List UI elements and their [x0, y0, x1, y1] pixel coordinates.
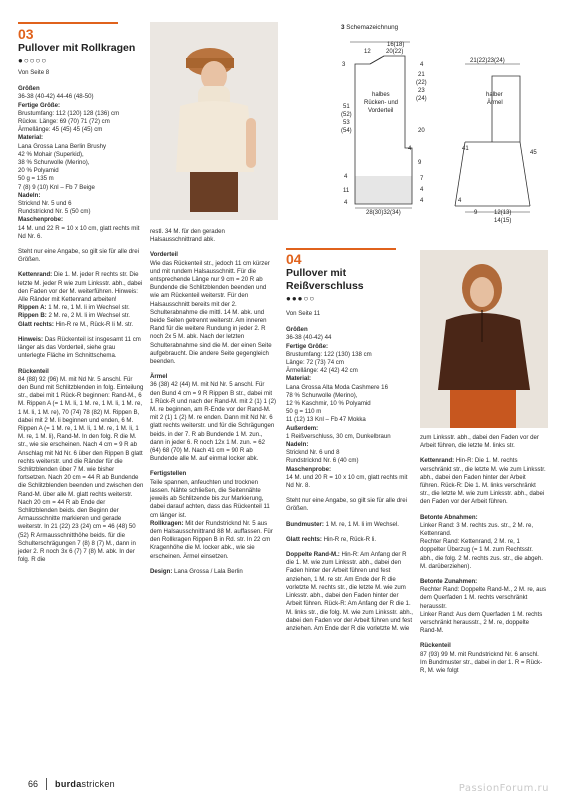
heading: Material: [286, 375, 312, 383]
text: Brustumfang: 122 (130) 138 cm Länge: 72 (73) 74 cm Ärmellänge: 42 (42) 42 cm [286, 350, 372, 375]
text: Brustumfang: 112 (120) 128 (136) cm Rückw. Länge: 69 (70) 71 (72) cm Ärmellänge: 45 (45) 45 (45) cm [18, 109, 120, 134]
text: 36-38 (40-42) 44-46 (48-50) [18, 93, 94, 101]
heading: Kettenrand: [18, 271, 53, 279]
heading: Maschenprobe: [286, 465, 332, 473]
schema-label: 23 [418, 88, 425, 94]
paragraph [150, 373, 276, 463]
schema-label: (22) [416, 80, 427, 86]
knitting-schematic [330, 36, 545, 226]
heading: Fertigstellen [150, 470, 187, 478]
schema-label: 12 [364, 49, 371, 55]
text: Lana Grossa / Lala Berlin [172, 567, 243, 575]
paragraph [420, 642, 546, 675]
pattern-title-line1: Pullover mit [286, 267, 347, 279]
pattern-title-line2: Reißverschluss [286, 280, 364, 292]
sizes-block [286, 326, 414, 490]
heading: Glatt rechts: [286, 535, 322, 543]
column-3 [286, 252, 414, 640]
text: Lana Grossa Alta Moda Cashmere 16 78 % Schurwolle (Merino), 12 % Kaschmir, 10 % Polyamid 50 g = 110 m 11 (12) 13 Knl – Fb 47 Mokka [286, 383, 388, 424]
paragraph: Steht nur eine Angabe, so gilt sie für alle drei Größen. [286, 497, 407, 513]
paragraph: restl. 34 M. für den geraden Halsausschnittrand abk. [150, 228, 225, 244]
schema-label: halbes [372, 92, 390, 98]
schema-label: 51 [343, 104, 350, 110]
schema-label: 53 [343, 120, 350, 126]
schema-title [341, 24, 398, 31]
brand-name: burda [55, 779, 82, 789]
text: Lana Grossa Lana Berlin Brushy 42 % Mohair (Superkid), 38 % Schurwolle (Merino), 20 % Polyamid 50 g = 135 m 7 (8) 9 (10) Knl – Fb 7 Beige [18, 142, 107, 191]
watermark: PassionForum.ru [458, 783, 549, 794]
schema-label: 4 [458, 198, 462, 204]
page-number: 66 [28, 779, 39, 789]
text: Hin-R re M., Rück-R li M. str. [53, 320, 134, 328]
text: 1 Reißverschluss, 30 cm, Dunkelbraun [286, 432, 391, 440]
schema-label: (54) [341, 128, 352, 134]
schema-label: 41 [462, 146, 469, 152]
paragraph [18, 336, 144, 361]
heading: Rippen B: [18, 312, 47, 320]
page-reference: Von Seite 11 [286, 310, 321, 317]
heading: Betonte Zunahmen: [420, 578, 478, 586]
text: Rechter Rand: Doppelte Rand-M., 2 M. re, aus dem Querfaden 1 M. rechts verschränkt herausstr. Linker Rand: Aus dem Querfaden 1 M. rechts verschränkt herausstr., 2 M. re, doppelte Rand-M. [420, 586, 546, 635]
heading: Rippen A: [18, 304, 47, 312]
page-footer [28, 778, 115, 790]
sizes-block [18, 85, 144, 241]
schema-label: 21(22)23(24) [470, 58, 505, 64]
schema-label: halber [486, 92, 503, 98]
schema-label: Rücken- und [364, 100, 399, 106]
heading: Außerdem: [286, 424, 319, 432]
text: 1 M. re, 1 M. li im Wechsel. [323, 520, 399, 528]
section-rule [18, 22, 118, 24]
text: Stricknd Nr. 5 und 6 Rundstricknd Nr. 5 (50 cm) [18, 200, 91, 216]
text: 14 M. und 20 R = 10 x 10 cm, glatt rechts mit Nd Nr. 8. [286, 473, 408, 490]
heading: Maschenprobe: [18, 216, 64, 224]
schema-label: 4 [420, 187, 424, 193]
schema-label: 12(13) [494, 210, 512, 216]
text: Teile spannen, anfeuchten und trocknen lassen. Nähte schließen, die Seitennähte jeweils ab Schlitzende bis zur Markierung, dabei darauf achten, dass das Rückenteil 11 cm länger ist. [150, 478, 270, 519]
paragraph: Steht nur eine Angabe, so gilt sie für alle drei Größen. [18, 248, 139, 264]
text: 36 (38) 42 (44) M. mit Nd Nr. 5 anschl. Für den Bund 4 cm = 9 R Rippen B str., dabei mit 1 Rück-R und nach der Rand-M. mit 2 (1) 1 (2) M. re beginnen, am R-Ende vor der Rand-M. mit 2 (1) 1 (2) M. re enden. Dann mit Nd Nr. 6 glatt rechts weiterstr. und für die Schrägungen beids. in der 7. R ab Bundende 1 M. zun., dann in jeder 6. R noch 12x 1 M. zun. = 62 (64) 68 (70) M. Nach 41 cm = 90 R ab Bundende alle M. auf einmal locker abk. [150, 381, 276, 463]
text: 14 M. und 22 R = 10 x 10 cm, glatt rechts mit Nd Nr. 6. [18, 224, 140, 240]
heading: Nadeln: [18, 191, 41, 199]
heading: Kettenrand: [420, 457, 455, 465]
heading: Bundmuster: [286, 520, 324, 528]
schema-label: 4 [420, 62, 424, 68]
text: Hin-R re, Rück-R li. [321, 535, 377, 543]
schema-label: 16(18) [387, 42, 405, 48]
schema-label: 4 [344, 174, 348, 180]
heading: Vorderteil [150, 251, 178, 259]
text: Die 1. M. jeder R rechts str. Die letzte M. jeder R wie zum Linksstr. abh., dabei den Faden vor der M. weiterführen. Hinweis: Alle Ränder mit Kettenrand arbeiten! [18, 271, 143, 304]
photo-turtleneck-model [150, 22, 278, 220]
schema-number: 3 [341, 24, 345, 31]
heading: Hinweis: [18, 335, 44, 343]
paragraph [286, 521, 414, 529]
brand-logo [55, 779, 115, 789]
text: Wie das Rückenteil str., jedoch 11 cm kürzer und mit rundem Halsausschnitt. Für die entsprechende Länge nur 9 cm = 20 R ab Bundende die Schlitzblenden beenden und wie am Rückenteil weiterstr. Für den Halsausschnitt bereits mit der 2. Schulterabnahme die mittl. 14 M. abk. und beide Seiten getrennt weiterstr. Am inneren Rand für die weitere Rundung in jeder 2. R noch 2x 5 M. abk. Nach der letzten Schulterabnahme sind die M. der einen Seite aufgebraucht. Die andere Seite gegengleich beenden. [150, 259, 272, 366]
schema-label: (24) [416, 96, 427, 102]
text: 84 (88) 92 (96) M. mit Nd Nr. 5 anschl. Für den Bund mit Schlitzblenden in folg. Einteilung str., dabei mit 1 Rück-R beginnen: Rand-M., 6 M. Rippen A (= 1 M. li, 1 M. re, 1 M. li, 1 M. re, 1 M. li, 1 M. re), 70 (74) 78 (82) M. Rippen B, dabei mit 2 M. li beginnen und enden, 6 M. Rippen A (= 1 M. re, 1 M. li, 1 M. re, 1 M. li, 1 M. re, 1 M. li), Rand-M. In den folg. R die M. str., wie sie erscheinen. Nach 4 cm = 9 R ab Anschlag mit Nd Nr. 6 über den Rippen B glatt rechts weiterstr. und die Ränder für die Schlitzblenden über 7 M. wie bisher fortsetzen. Nach 20 cm = 44 R ab Bundende die Schlitzblenden beenden und zwischen den Rand-M. über alle M. glatt rechts weiterstr. Nach 20 cm = 44 R ab Ende der Schlitzblenden beids. den Beginn der Armausschnitte markieren und gerade weiterstr. In 21 (22) 23 (24) cm = 46 (48) 50 (52) R Armausschnitthöhe beids. für die Schulterschrägungen 7 (8) 8 (7) M., dann in jeder 2. R noch 3x 6 (7) 7 (8) M. abk. In der folg. R die [18, 375, 144, 564]
paragraph: zum Linksstr. abh., dabei den Faden vor der Arbeit führen, die letzte M. links str. [420, 434, 539, 450]
text: 36-38 (40-42) 44 [286, 334, 332, 342]
heading: Betonte Abnahmen: [420, 513, 478, 521]
schema-label: 21 [418, 72, 425, 78]
heading: Fertige Größe: [286, 342, 328, 350]
schema-label: 9 [418, 160, 422, 166]
pattern-number: 03 [18, 26, 34, 42]
text: Stricknd Nr. 6 und 8 Rundstricknd Nr. 6 (40 cm) [286, 449, 359, 465]
heading: Doppelte Rand-M.: [286, 551, 340, 559]
pattern-number: 04 [286, 251, 302, 267]
heading: Größen [18, 85, 40, 93]
paragraph [286, 551, 414, 633]
text: 1 M. re, 1 M. li im Wechsel str. [46, 304, 130, 312]
schema-label: 4 [344, 200, 348, 206]
paragraph [150, 568, 276, 576]
text: Das Rückenteil ist insgesamt 11 cm länger als das Vorderteil, siehe grau unterlegte Fläche im Schnittschema. [18, 335, 141, 360]
paragraph [18, 271, 144, 328]
schema-title-text: Schemazeichnung [346, 24, 399, 31]
schema-label: 3 [342, 62, 346, 68]
heading: Ärmel [150, 373, 168, 381]
schema-label: 14(15) [494, 218, 512, 224]
schema-label: (52) [341, 112, 352, 118]
heading: Material: [18, 134, 44, 142]
heading: Rollkragen: [150, 519, 184, 527]
difficulty-rating: ●●●○○ [286, 294, 316, 303]
column-4 [420, 434, 546, 682]
text: Hin-R: Am Anfang der R die 1. M. wie zum Linksstr. abh., dabei den Faden hinter der Arbeit führen und fest anziehen, 1 M. re str. Am Ende der R die vorletzte M. rechts str., die letzte M. wie zum Linksstr. abh., dabei den Faden hinter der Arbeit führen. Rück-R: Am Anfang der R die 1. M. links str., die folg. M. wie zum Linksstr. abh., dabei den Faden vor der Arbeit führen und fest anziehen. Am Ende der R die vorletzte M. wie [286, 551, 413, 632]
paragraph [150, 470, 276, 560]
schema-label: 7 [420, 176, 424, 182]
paragraph [150, 251, 276, 366]
heading: Fertige Größe: [18, 101, 60, 109]
pattern-title: Pullover mit Rollkragen [18, 42, 136, 54]
schema-label: 20 [418, 128, 425, 134]
heading: Nadeln: [286, 441, 309, 449]
heading: Design: [150, 567, 173, 575]
schema-label: 28(30)32(34) [366, 210, 401, 216]
schema-label: 11 [343, 188, 350, 194]
paragraph [420, 578, 546, 635]
schema-label: 4 [408, 146, 412, 152]
text: Mit der Rundstricknd Nr. 5 aus dem Halsausschnittrand 88 M. auffassen. Für den Rollkragen Rippen B in Rd. str. In 22 cm Kragenhöhe die M. locker abk., wie sie erscheinen. Ärmel einsetzen. [150, 519, 273, 560]
difficulty-rating: ●○○○○ [18, 56, 48, 65]
paragraph [18, 368, 144, 565]
text: Hin-R: Die 1. M. rechts verschränkt str., die letzte M. wie zum Linksstr. abh., dabei den Faden hinter der Arbeit führen. Rück-R: Die 1. M. links verschränkt str., die letzte M. wie zum Linksstr. abh., dabei den Faden vor der Arbeit führen. [420, 457, 546, 506]
paragraph [420, 514, 546, 571]
column-2 [150, 228, 276, 583]
schema-label: 45 [530, 150, 537, 156]
brand-suffix: stricken [81, 779, 115, 789]
text: 87 (93) 99 M. mit Rundstricknd Nr. 6 anschl. Im Bundmuster str., dabei in der 1. R = Rück-R, M. wie folgt [420, 650, 543, 675]
schema-label: 9 [474, 210, 478, 216]
heading: Größen [286, 326, 308, 334]
schema-label: 4 [420, 198, 424, 204]
paragraph [286, 536, 414, 544]
photo-zipper-sweater-model [420, 250, 548, 428]
heading: Rückenteil [420, 642, 451, 650]
heading: Rückenteil [18, 367, 49, 375]
column-1 [18, 27, 144, 571]
schema-label: Ärmel [487, 100, 503, 106]
text: 2 M. re, 2 M. li im Wechsel str. [46, 312, 130, 320]
text: Linker Rand: 3 M. rechts zus. str., 2 M. re, Kettenrand. Rechter Rand: Kettenrand, 2 M. re, 1 doppelter Überzug (= 1 M. zum Rechtsstr. abh., die folg. 2 M. rechts zus. str., die abgeh. M. darüberziehen). [420, 521, 543, 570]
schema-label: 20(22) [386, 49, 404, 55]
section-rule [286, 248, 396, 250]
page-reference: Von Seite 8 [18, 69, 50, 76]
schema-label: Vorderteil [368, 108, 394, 114]
paragraph [420, 457, 546, 506]
heading: Glatt rechts: [18, 320, 54, 328]
divider [46, 778, 47, 790]
